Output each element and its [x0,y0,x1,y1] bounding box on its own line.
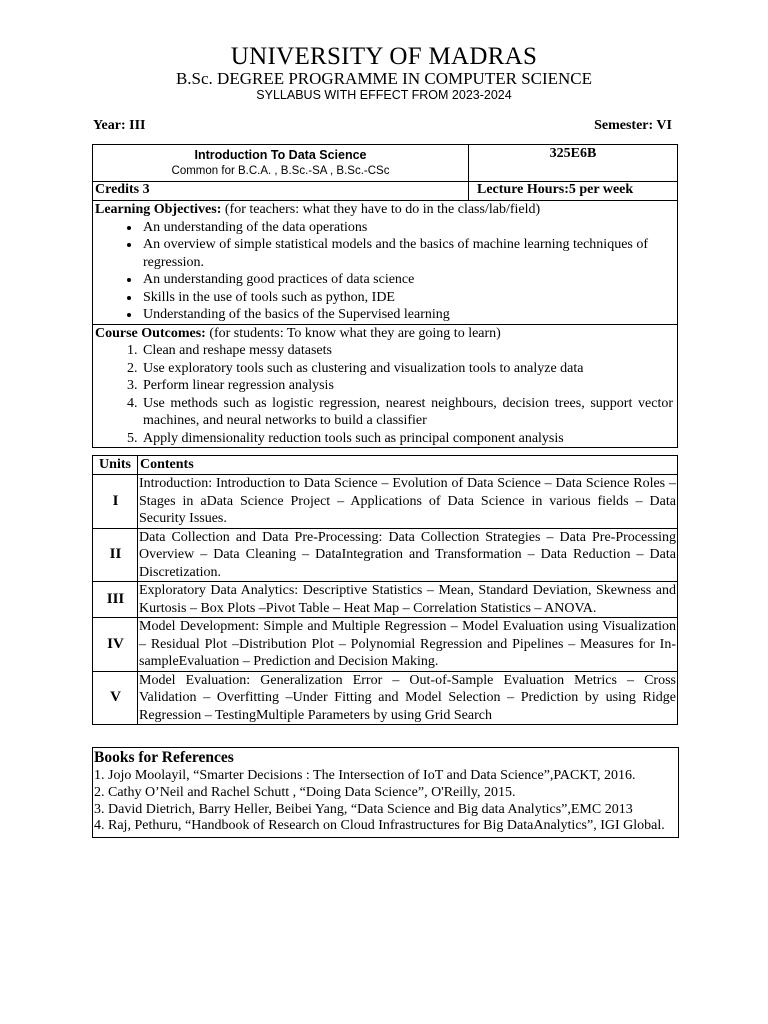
unit-row [93,582,678,618]
unit-content: Data Collection and Data Pre-Processing: Data Collection Strategies – Data Pre-Processing Overview – Data Cleaning – DataIntegration and Transformation – Data Reduction – Data Discretization. [139,529,676,580]
unit-number: II [93,528,138,582]
course-common-for: Common for B.C.A. , B.Sc.-SA , B.Sc.-CSc [171,165,390,177]
unit-content: Introduction: Introduction to Data Science – Evolution of Data Science – Data Science Roles – Stages in aData Science Project – Applications of Data Science in various fields – Data Security Issues. [139,476,676,526]
course-outcome-item: 5. Apply dimensionality reduction tools such as principal component analysis [141,430,675,448]
syllabus-effective: SYLLABUS WITH EFFECT FROM 2023-2024 [256,88,512,102]
units-body [93,475,678,725]
unit-number: I [93,475,138,529]
learning-objectives-list [95,219,675,324]
learning-objectives-heading: Learning Objectives: [95,202,222,217]
course-info-table [92,144,678,448]
unit-content: Model Development: Simple and Multiple Regression – Model Evaluation using Visualization – Residual Plot –Distribution Plot – Polynomial Regression and Pipelines – Measures for In-sampleEvaluation – Prediction and Decision Making. [139,619,676,669]
contents-header: Contents [138,456,678,475]
learning-objective-item: • Skills in the use of tools such as python, IDE [141,289,675,307]
books-list [94,768,677,835]
unit-row [93,671,678,725]
credits: Credits 3 [93,182,469,201]
year-label: Year: III [93,118,146,133]
course-title-cell [93,145,469,182]
learning-objective-item: • An understanding good practices of data science [141,271,675,289]
course-outcome-item: 1. Clean and reshape messy datasets [141,342,675,360]
year-semester-row [93,118,677,138]
course-code: 325E6B [549,146,597,161]
unit-number: V [93,671,138,725]
lecture-hours: Lecture Hours:5 per week [469,182,678,201]
learning-objective-item: • An overview of simple statistical models and the basics of machine learning techniques of regression. [141,236,675,271]
course-outcomes-section [93,324,678,448]
unit-row [93,475,678,529]
course-outcome-item: 2. Use exploratory tools such as clustering and visualization tools to analyze data [141,360,675,378]
unit-number: IV [93,618,138,672]
books-heading: Books for References [94,749,234,766]
course-title: Introduction To Data Science [194,148,367,162]
units-header: Units [93,456,138,475]
course-outcomes-heading: Course Outcomes: [95,325,206,341]
book-reference: 4. Raj, Pethuru, “Handbook of Research on Cloud Infrastructures for Big DataAnalytics”, IGI Global. [94,818,665,834]
semester-label: Semester: VI [594,118,672,133]
unit-content: Exploratory Data Analytics: Descriptive Statistics – Mean, Standard Deviation, Skewness and Kurtosis – Box Plots –Pivot Table – Heat Map – Correlation Statistics – ANOVA. [139,583,676,616]
book-reference: 3. David Dietrich, Barry Heller, Beibei Yang, “Data Science and Big data Analytics”,EMC 2013 [94,801,633,817]
unit-content: Model Evaluation: Generalization Error – Out-of-Sample Evaluation Metrics – Cross Validation – Overfitting –Under Fitting and Model Selection – Prediction by using Ridge Regression – TestingMultiple Parameters by using Grid Search [139,672,676,723]
course-code-cell [469,145,678,182]
learning-objectives-note: (for teachers: what they have to do in the class/lab/field) [221,202,541,217]
unit-row [93,618,678,672]
learning-objective-item: • An understanding of the data operations [141,219,675,237]
books-section [92,747,679,838]
book-reference: 1. Jojo Moolayil, “Smarter Decisions : The Intersection of IoT and Data Science”,PACKT, 2016. [94,768,636,783]
unit-row [93,528,678,582]
course-outcomes-note: (for students: To know what they are going to learn) [205,325,501,341]
units-table [92,455,678,725]
unit-number: III [93,582,138,618]
course-outcome-item: 4. Use methods such as logistic regression, nearest neighbours, decision trees, support vector machines, and neural networks to build a classifier [141,395,675,430]
learning-objectives-section [93,201,678,325]
learning-objective-item: • Understanding of the basics of the Supervised learning [141,306,675,324]
course-outcome-item: 3. Perform linear regression analysis [141,377,675,395]
book-reference: 2. Cathy O’Neil and Rachel Schutt , “Doing Data Science”, O'Reilly, 2015. [94,784,516,800]
course-outcomes-list [95,342,675,447]
university-title: UNIVERSITY OF MADRAS [230,43,538,70]
programme-title: B.Sc. DEGREE PROGRAMME IN COMPUTER SCIENCE [175,69,593,88]
